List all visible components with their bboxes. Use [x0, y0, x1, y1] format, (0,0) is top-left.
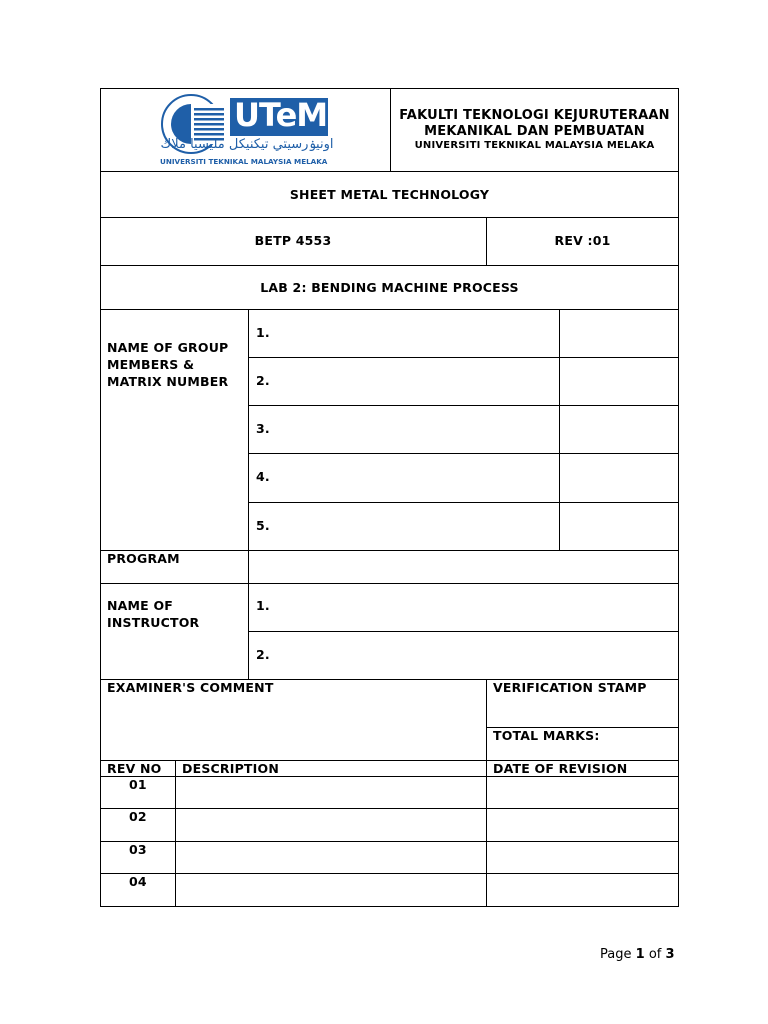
- total-pages: 3: [665, 947, 675, 962]
- instructor-row-1-index: 1.: [256, 598, 270, 613]
- page-word: Page: [600, 947, 632, 962]
- member-row-4-index: 4.: [256, 469, 270, 484]
- utem-logo: [158, 92, 336, 168]
- member-5-matrix-field[interactable]: [560, 503, 678, 550]
- course-code: BETP 4553: [254, 233, 332, 248]
- member-row-1-index: 1.: [256, 325, 270, 340]
- page-indicator: [600, 947, 675, 962]
- logo-wordmark: UTeM: [234, 96, 328, 134]
- current-page: 1: [635, 947, 645, 962]
- logo-arabic-script: اونيۏرسيتي تيكنيكل مليسيا ملاك: [160, 137, 334, 152]
- verification-stamp-label: VERIFICATION STAMP: [493, 680, 647, 695]
- member-4-matrix-field[interactable]: [560, 454, 678, 502]
- member-row-3-index: 3.: [256, 421, 270, 436]
- revision-row-3-no: 03: [129, 842, 147, 857]
- instructor-1-field[interactable]: [249, 584, 678, 631]
- member-row-5-index: 5.: [256, 518, 270, 533]
- program-field[interactable]: [249, 551, 678, 583]
- description-header: DESCRIPTION: [182, 761, 279, 776]
- member-3-name-field[interactable]: [249, 406, 559, 453]
- revision-row-1-no: 01: [129, 777, 147, 792]
- member-1-matrix-field[interactable]: [560, 310, 678, 357]
- member-1-name-field[interactable]: [249, 310, 559, 357]
- member-3-matrix-field[interactable]: [560, 406, 678, 453]
- form-border-bottom: [100, 906, 679, 907]
- revision-row-line: [100, 776, 679, 777]
- instructor-2-field[interactable]: [249, 632, 678, 679]
- date-of-revision-header: DATE OF REVISION: [493, 761, 628, 776]
- revision-row-2-no: 02: [129, 809, 147, 824]
- examiner-comment-label: EXAMINER'S COMMENT: [107, 680, 274, 695]
- lab-title: LAB 2: BENDING MACHINE PROCESS: [260, 280, 519, 295]
- row-line: [100, 265, 679, 266]
- instructor-label: NAME OF INSTRUCTOR: [107, 598, 200, 630]
- of-word: of: [648, 947, 662, 962]
- revision-row-4-no: 04: [129, 874, 147, 889]
- form-border-right: [678, 88, 679, 907]
- instructor-row-2-index: 2.: [256, 647, 270, 662]
- form-border-left: [100, 88, 101, 907]
- logo-caption: UNIVERSITI TEKNIKAL MALAYSIA MELAKA: [160, 157, 328, 166]
- total-marks-label: TOTAL MARKS:: [493, 728, 600, 743]
- revision-row-line: [100, 873, 679, 874]
- faculty-name-line1: FAKULTI TEKNOLOGI KEJURUTERAAN: [399, 108, 670, 123]
- university-name: UNIVERSITI TEKNIKAL MALAYSIA MELAKA: [414, 140, 655, 151]
- member-2-matrix-field[interactable]: [560, 358, 678, 405]
- member-2-name-field[interactable]: [249, 358, 559, 405]
- member-4-name-field[interactable]: [249, 454, 559, 502]
- revision-row-line: [100, 841, 679, 842]
- row-line: [100, 217, 679, 218]
- revision-row-line: [100, 808, 679, 809]
- rev-no-divider: [175, 760, 176, 907]
- member-row-2-index: 2.: [256, 373, 270, 388]
- course-title: SHEET METAL TECHNOLOGY: [289, 187, 490, 202]
- program-label: PROGRAM: [107, 551, 180, 566]
- members-label: NAME OF GROUP MEMBERS & MATRIX NUMBER: [107, 340, 229, 389]
- row-line: [100, 171, 679, 172]
- member-5-name-field[interactable]: [249, 503, 559, 550]
- revision-code: REV :01: [554, 233, 611, 248]
- examiner-comment-field[interactable]: [101, 696, 486, 760]
- faculty-name-line2: MEKANIKAL DAN PEMBUATAN: [424, 124, 645, 139]
- rev-no-header: REV NO: [107, 761, 162, 776]
